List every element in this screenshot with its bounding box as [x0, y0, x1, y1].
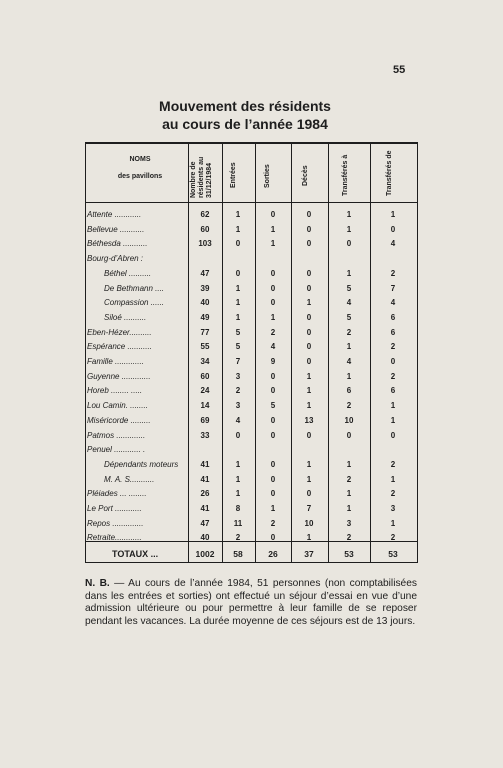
- table-cell: 0: [390, 430, 396, 440]
- table-cell: 8: [235, 504, 241, 513]
- table-cell: 2: [390, 533, 396, 543]
- table-cell: 0: [270, 268, 276, 278]
- table-cell: 2: [390, 371, 396, 381]
- table-row: [87, 313, 417, 327]
- table-row: [87, 269, 417, 283]
- table-cell: 0: [270, 283, 276, 293]
- table-cell: 0: [306, 210, 312, 219]
- table-cell: 1: [235, 459, 241, 469]
- table-cell: 5: [346, 283, 352, 293]
- name-header-line2: des pavillons: [117, 173, 163, 180]
- table-cell: 0: [306, 224, 312, 234]
- pavilion-name: Penuel ............ .: [87, 445, 146, 455]
- table-cell: 1: [235, 474, 241, 484]
- table-cell: 0: [306, 430, 312, 440]
- table-cell: 0: [270, 415, 276, 425]
- table-cell: 0: [235, 239, 241, 249]
- table-cell: 5: [346, 312, 352, 322]
- pavilion-name: Horeb ........ .....: [87, 386, 143, 396]
- table-cell: 1: [306, 459, 312, 469]
- note-lead: N. B.: [85, 578, 110, 589]
- table-cell: 0: [235, 430, 241, 440]
- table-left-border: [85, 142, 86, 562]
- table-row: [87, 225, 417, 239]
- table-cell: 0: [390, 224, 396, 234]
- table-row: [87, 401, 417, 415]
- table-row: [87, 519, 417, 533]
- table-row: [87, 357, 417, 371]
- table-cell: 4: [390, 239, 396, 249]
- table-cell: 0: [270, 210, 276, 219]
- table-cell: 1: [235, 224, 241, 234]
- table-cell: 7: [235, 357, 241, 366]
- pavilion-name: Bellevue ...........: [87, 224, 145, 234]
- table-cell: 0: [270, 459, 276, 469]
- table-cell: 2: [235, 386, 241, 396]
- table-cell: 1: [346, 489, 352, 499]
- table-cell: 1: [346, 342, 352, 352]
- table-row: [87, 210, 417, 224]
- table-title-line1: Mouvement des résidents: [159, 98, 331, 114]
- table-cell: 0: [306, 312, 312, 322]
- table-cell: 0: [306, 283, 312, 293]
- totals-label: TOTAUX ...: [112, 549, 159, 559]
- table-cell: 0: [306, 327, 312, 337]
- table-cell: 13: [304, 415, 314, 425]
- table-cell: 2: [270, 327, 276, 337]
- table-cell: 1: [306, 401, 312, 411]
- table-cell: 0: [306, 357, 312, 366]
- pavilion-name: Patmos .............: [87, 430, 146, 440]
- table-cell: 47: [200, 518, 210, 528]
- table-cell: 6: [390, 327, 396, 337]
- table-cell: 6: [346, 386, 352, 396]
- total-cell: 26: [268, 549, 278, 559]
- pavilion-name: Attente ............: [87, 210, 142, 219]
- col-header-sorties: Sorties: [264, 164, 271, 188]
- table-row: [87, 416, 417, 430]
- table-row: [87, 533, 417, 547]
- pavilion-name: Béthesda ...........: [87, 239, 148, 249]
- pavilion-name: De Bethmann ....: [104, 283, 165, 293]
- total-cell: 1002: [195, 549, 215, 559]
- table-cell: 77: [200, 327, 210, 337]
- table-cell: 7: [306, 504, 312, 513]
- table-cell: 34: [200, 357, 210, 366]
- table-cell: 14: [200, 401, 210, 411]
- table-cell: 1: [390, 210, 396, 219]
- table-cell: 0: [270, 474, 276, 484]
- table-cell: 0: [346, 430, 352, 440]
- table-cell: 60: [200, 224, 210, 234]
- col-header-transferes-a: Transférés à: [342, 154, 349, 196]
- table-cell: 24: [200, 386, 210, 396]
- table-cell: 3: [346, 518, 352, 528]
- table-cell: 0: [390, 357, 396, 366]
- table-cell: 69: [200, 415, 210, 425]
- table-cell: 0: [306, 268, 312, 278]
- table-row: [87, 372, 417, 386]
- table-cell: 0: [270, 371, 276, 381]
- pavilion-name: Famille .............: [87, 357, 144, 366]
- table-cell: 0: [306, 239, 312, 249]
- pavilion-name: Compassion ......: [104, 298, 165, 308]
- table-cell: 60: [200, 371, 210, 381]
- table-cell: 1: [390, 518, 396, 528]
- table-cell: 0: [270, 298, 276, 308]
- table-cell: 2: [390, 459, 396, 469]
- table-row: [87, 475, 417, 489]
- table-bottom-rule: [85, 562, 418, 563]
- table-cell: 40: [200, 298, 210, 308]
- table-cell: 0: [346, 239, 352, 249]
- table-cell: 1: [346, 459, 352, 469]
- table-right-border: [417, 142, 418, 562]
- table-cell: 1: [235, 489, 241, 499]
- table-cell: 1: [235, 312, 241, 322]
- table-cell: 7: [390, 283, 396, 293]
- table-row: [87, 460, 417, 474]
- table-cell: 49: [200, 312, 210, 322]
- pavilion-name: Dépendants moteurs: [104, 459, 179, 469]
- table-row: [87, 386, 417, 400]
- table-cell: 39: [200, 283, 210, 293]
- table-cell: 1: [390, 474, 396, 484]
- table-cell: 1: [306, 474, 312, 484]
- table-cell: 1: [306, 533, 312, 543]
- table-cell: 1: [270, 312, 276, 322]
- table-cell: 3: [235, 371, 241, 381]
- table-cell: 2: [270, 518, 276, 528]
- table-cell: 0: [306, 342, 312, 352]
- pavilion-name: Miséricorde .........: [87, 415, 151, 425]
- table-cell: 6: [390, 312, 396, 322]
- table-cell: 1: [270, 504, 276, 513]
- table-cell: 2: [235, 533, 241, 543]
- table-cell: 5: [270, 401, 276, 411]
- table-cell: 1: [235, 283, 241, 293]
- table-cell: 0: [306, 489, 312, 499]
- table-cell: 4: [270, 342, 276, 352]
- table-cell: 1: [270, 239, 276, 249]
- table-cell: 5: [235, 327, 241, 337]
- pavilion-name: Béthel ..........: [104, 268, 152, 278]
- table-cell: 0: [270, 386, 276, 396]
- table-cell: 6: [390, 386, 396, 396]
- table-cell: 41: [200, 459, 210, 469]
- table-cell: 1: [346, 268, 352, 278]
- table-cell: 1: [270, 224, 276, 234]
- table-cell: 41: [200, 474, 210, 484]
- table-cell: 33: [200, 430, 210, 440]
- total-cell: 53: [388, 549, 398, 559]
- pavilion-name: Lou Camin. ........: [87, 401, 148, 411]
- note-text: — Au cours de l’année 1984, 51 personnes (non comptabilisées dans les entrées et sorties) ont effectué un séjour d’essai en vue d’une admission ultérieure ou pour permettre à leur famille de se reposer pendant les vacances. La durée moyenne de ces séjours est de 13 jours.: [85, 578, 417, 627]
- table-cell: 10: [344, 415, 354, 425]
- table-cell: 41: [200, 504, 210, 513]
- table-cell: 62: [200, 210, 210, 219]
- pavilion-name: Guyenne .............: [87, 371, 151, 381]
- table-cell: 1: [346, 371, 352, 381]
- table-row: [87, 489, 417, 503]
- table-cell: 0: [235, 268, 241, 278]
- table-cell: 2: [346, 401, 352, 411]
- total-cell: 53: [344, 549, 354, 559]
- table-cell: 1: [346, 224, 352, 234]
- table-cell: 1: [346, 210, 352, 219]
- table-cell: 2: [346, 533, 352, 543]
- table-cell: 1: [306, 386, 312, 396]
- table-cell: 4: [346, 357, 352, 366]
- table-cell: 47: [200, 268, 210, 278]
- table-cell: 1: [306, 298, 312, 308]
- table-cell: 0: [270, 489, 276, 499]
- table-row: [87, 504, 417, 518]
- table-cell: 1: [306, 371, 312, 381]
- table-cell: 103: [198, 239, 212, 249]
- table-row: [87, 445, 417, 459]
- table-cell: 4: [390, 298, 396, 308]
- table-cell: 10: [304, 518, 314, 528]
- table-row: [87, 431, 417, 445]
- table-row: [87, 342, 417, 356]
- pavilion-name: M. A. S...........: [104, 474, 155, 484]
- table-cell: 9: [270, 357, 276, 366]
- table-cell: 1: [346, 504, 352, 513]
- table-cell: 3: [390, 504, 396, 513]
- table-cell: 4: [346, 298, 352, 308]
- table-header-rule: [85, 202, 418, 203]
- pavilion-name: Espérance ...........: [87, 342, 152, 352]
- table-cell: 4: [235, 415, 241, 425]
- table-cell: 1: [390, 415, 396, 425]
- table-cell: 1: [235, 298, 241, 308]
- pavilion-name: Bourg-d’Abren :: [87, 254, 144, 264]
- table-cell: 11: [233, 518, 243, 528]
- note-paragraph: [85, 578, 417, 628]
- table-cell: 0: [270, 533, 276, 543]
- table-cell: 2: [390, 342, 396, 352]
- col-header-transferes-de: Transférés de: [386, 150, 393, 196]
- table-cell: 55: [200, 342, 210, 352]
- pavilion-name: Siloé ..........: [104, 312, 147, 322]
- total-cell: 37: [304, 549, 314, 559]
- pavilion-name: Retraite............: [87, 533, 142, 543]
- table-row: [87, 328, 417, 342]
- pavilion-name: Eben-Hézer..........: [87, 327, 152, 337]
- pavilion-name: Pléiades ... ........: [87, 489, 147, 499]
- table-row: [87, 239, 417, 253]
- pavilion-name: Le Port ............: [87, 504, 142, 513]
- table-cell: 1: [390, 401, 396, 411]
- table-cell: 0: [270, 430, 276, 440]
- table-row: [87, 298, 417, 312]
- total-cell: 58: [233, 549, 243, 559]
- table-cell: 3: [235, 401, 241, 411]
- page-number: 55: [393, 64, 406, 76]
- col-header-deces: Décès: [302, 165, 309, 186]
- table-row: [87, 284, 417, 298]
- name-header-line1: NOMS: [129, 156, 151, 163]
- table-cell: 40: [200, 533, 210, 543]
- table-cell: 2: [346, 474, 352, 484]
- table-cell: 1: [235, 210, 241, 219]
- table-row: [87, 254, 417, 268]
- table-cell: 2: [390, 489, 396, 499]
- table-cell: 26: [200, 489, 210, 499]
- col-header-residents: Nombre de résidents au 31/12/1984: [190, 156, 213, 198]
- table-cell: 2: [346, 327, 352, 337]
- col-header-entrees: Entrées: [230, 162, 237, 188]
- table-title-line2: au cours de l’année 1984: [162, 116, 328, 132]
- pavilion-name: Repos ..............: [87, 518, 144, 528]
- table-cell: 5: [235, 342, 241, 352]
- table-cell: 2: [390, 268, 396, 278]
- table-top-rule: [85, 142, 418, 144]
